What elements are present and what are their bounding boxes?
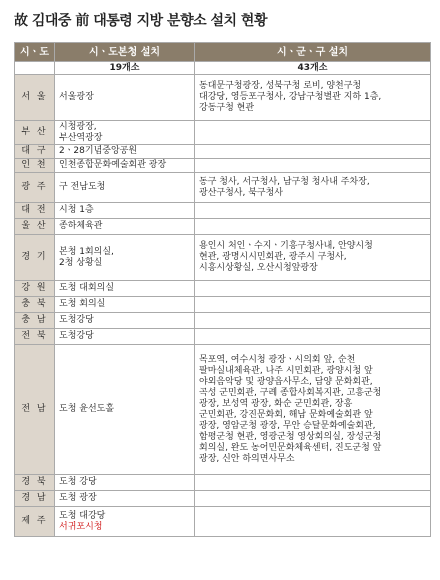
branches-cell <box>195 75 431 121</box>
hq-line: 2ㆍ28기념중앙공원 <box>59 146 138 156</box>
hq-line: 도청강당 <box>59 315 94 325</box>
region-cell: 전 북 <box>15 329 55 345</box>
region-cell: 부 산 <box>15 121 55 145</box>
hq-cell <box>55 329 195 345</box>
hq-cell <box>55 297 195 313</box>
count-branches: 43개소 <box>195 62 431 75</box>
table-row <box>15 281 431 297</box>
table-row <box>15 297 431 313</box>
branches-cell <box>195 475 431 491</box>
branches-cell <box>195 313 431 329</box>
hq-cell <box>55 313 195 329</box>
region-cell: 광 주 <box>15 173 55 203</box>
table-row <box>15 121 431 145</box>
region-cell: 강 원 <box>15 281 55 297</box>
table-row <box>15 145 431 159</box>
branch-line: 목포역, 여수시청 광장ㆍ시의회 앞, 순천 <box>199 354 356 365</box>
hq-line: 도청 대강당 <box>59 510 106 521</box>
region-cell: 전 남 <box>15 345 55 475</box>
region-cell: 대 구 <box>15 145 55 159</box>
branch-line: 군민회관, 강진문화회, 해남 문화예술회관 앞 <box>199 409 373 420</box>
region-cell: 경 북 <box>15 475 55 491</box>
branch-line: 회의실, 완도 농어민문화체육센터, 진도군청 앞 <box>199 442 382 453</box>
hq-cell <box>55 145 195 159</box>
hq-line: 도청 윤선도홀 <box>59 404 115 414</box>
hq-line: 본청 1회의실, <box>59 246 114 257</box>
hq-line: 종하체육관 <box>59 221 103 231</box>
hq-line: 도청 광장 <box>59 493 97 503</box>
count-blank <box>15 62 55 75</box>
branches-cell <box>195 507 431 537</box>
table-row <box>15 491 431 507</box>
count-hq: 19개소 <box>55 62 195 75</box>
header-region: 시ㆍ도 <box>15 43 55 62</box>
branch-line: 동대문구청광장, 성북구청 로비, 양천구청 <box>199 81 362 91</box>
branches-cell <box>195 297 431 313</box>
branch-line: 현관, 광명시시민회관, 광주시 구청사, <box>199 252 347 262</box>
hq-cell <box>55 345 195 475</box>
hq-extra-line: 서귀포시청 <box>59 521 103 532</box>
branches-cell <box>195 121 431 145</box>
region-cell: 충 남 <box>15 313 55 329</box>
region-cell: 경 기 <box>15 235 55 281</box>
region-cell: 경 남 <box>15 491 55 507</box>
count-row <box>15 62 431 75</box>
branches-cell <box>195 491 431 507</box>
table-row <box>15 475 431 491</box>
hq-line: 도청강당 <box>59 331 94 341</box>
region-cell: 울 산 <box>15 219 55 235</box>
branch-line: 동구 청사, 서구청사, 남구청 청사내 주차장, <box>199 176 370 187</box>
hq-cell <box>55 475 195 491</box>
branch-line: 광장, 보성역 광장, 화순 군민회관, 장흥 <box>199 398 353 409</box>
hq-cell <box>55 121 195 145</box>
branches-cell <box>195 345 431 475</box>
hq-line: 시청광장, <box>59 121 97 132</box>
branch-line: 광장, 신안 하의면사무소 <box>199 453 295 464</box>
table-row <box>15 203 431 219</box>
branch-line: 곡성 군민회관, 구례 종합사회복지관, 고흥군청 <box>199 387 382 398</box>
table-row <box>15 507 431 537</box>
hq-line: 인천종합문화예술회관 광장 <box>59 160 167 170</box>
hq-cell <box>55 219 195 235</box>
branches-cell <box>195 329 431 345</box>
hq-line: 2청 상황실 <box>59 257 103 268</box>
branches-cell <box>195 281 431 297</box>
region-cell: 인 천 <box>15 159 55 173</box>
hq-line: 구 전남도청 <box>59 182 106 192</box>
hq-line: 부산역광장 <box>59 132 103 143</box>
memorial-altar-table <box>14 42 431 537</box>
hq-cell <box>55 75 195 121</box>
header-hq: 시ㆍ도본청 설치 <box>55 43 195 62</box>
branches-cell <box>195 159 431 173</box>
branch-line: 대강당, 영등포구청사, 강남구청별관 지하 1층, <box>199 92 382 102</box>
hq-line: 서울광장 <box>59 92 94 102</box>
table-header-row <box>15 43 431 62</box>
region-cell: 대 전 <box>15 203 55 219</box>
branches-cell <box>195 173 431 203</box>
hq-line: 시청 1층 <box>59 205 94 215</box>
branch-line: 광장, 영암군청 광장, 무안 승달문화예술회관, <box>199 420 376 431</box>
region-cell: 제 주 <box>15 507 55 537</box>
branch-line: 강동구청 현관 <box>199 103 255 113</box>
table-row <box>15 235 431 281</box>
table-row <box>15 219 431 235</box>
table-row <box>15 345 431 475</box>
header-branches: 시ㆍ군ㆍ구 설치 <box>195 43 431 62</box>
table-row <box>15 329 431 345</box>
hq-line: 도청 강당 <box>59 477 97 487</box>
table-row <box>15 75 431 121</box>
table-row <box>15 313 431 329</box>
hq-cell <box>55 203 195 219</box>
page-title: 故 김대중 前 대통령 지방 분향소 설치 현황 <box>14 13 267 29</box>
table-row <box>15 173 431 203</box>
region-cell: 충 북 <box>15 297 55 313</box>
hq-line: 도청 회의실 <box>59 299 106 309</box>
hq-cell <box>55 491 195 507</box>
hq-cell <box>55 507 195 537</box>
branches-cell <box>195 235 431 281</box>
hq-cell <box>55 159 195 173</box>
branch-line: 함평군청 현관, 영광군청 영상회의실, 장성군청 <box>199 431 382 442</box>
table-row <box>15 159 431 173</box>
branch-line: 야외음악당 및 광양읍사무소, 담양 문화회관, <box>199 376 373 387</box>
branch-line: 용인시 처인ㆍ수지ㆍ기흥구청사내, 안양시청 <box>199 241 373 251</box>
branches-cell <box>195 145 431 159</box>
branches-cell <box>195 219 431 235</box>
region-cell: 서 울 <box>15 75 55 121</box>
branch-line: 팔마실내체육관, 나주 시민회관, 광양시청 앞 <box>199 365 373 376</box>
hq-cell <box>55 235 195 281</box>
hq-cell <box>55 173 195 203</box>
hq-line: 도청 대회의실 <box>59 283 115 293</box>
branch-line: 시흥시상황실, 오산시청앞광장 <box>199 263 318 273</box>
branches-cell <box>195 203 431 219</box>
branch-line: 광산구청사, 북구청사 <box>199 187 283 198</box>
hq-cell <box>55 281 195 297</box>
